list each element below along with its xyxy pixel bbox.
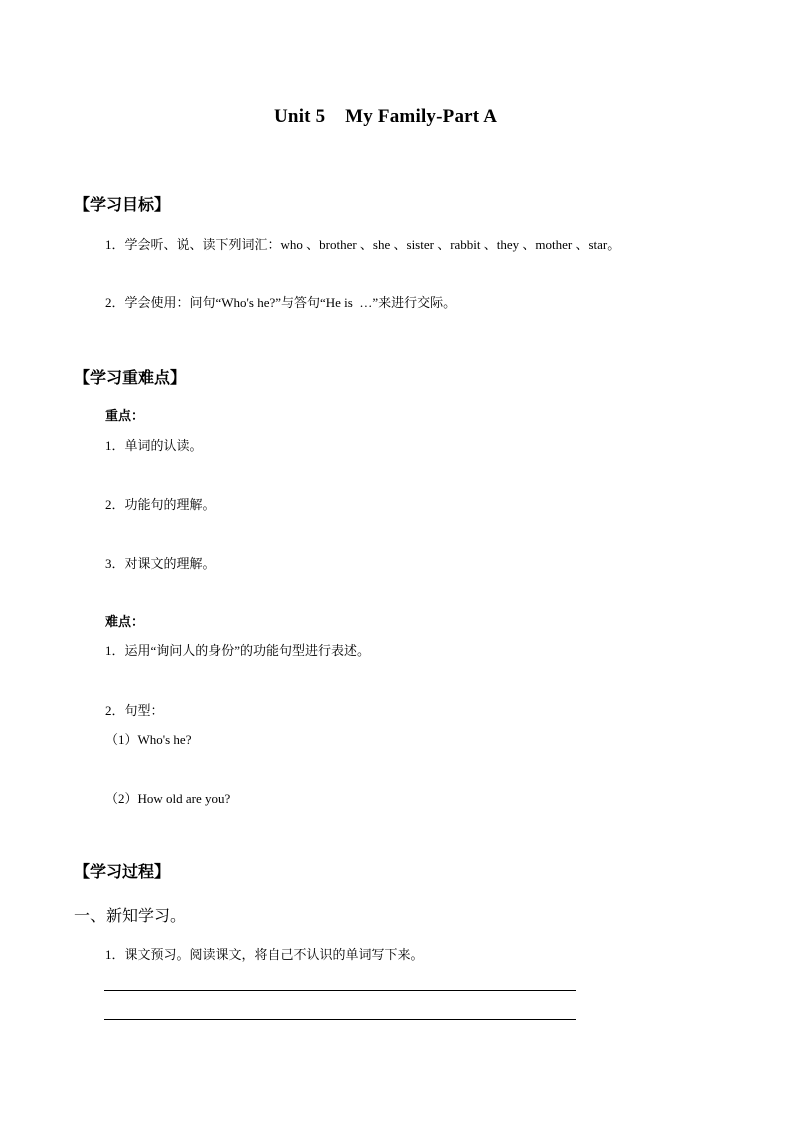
section-one-title: 一、新知学习。 (74, 908, 187, 925)
task-one-instruction: 1．课文预习。阅读课文，将自己不认识的单词写下来。 (105, 947, 424, 962)
key-point-2: 2．功能句的理解。 (105, 497, 216, 512)
hard-point-1: 1．运用“询问人的身份”的功能句型进行表述。 (105, 643, 371, 658)
answer-line-1 (104, 990, 576, 991)
goals-heading: 【学习目标】 (74, 197, 171, 214)
hard-points-label: 难点： (105, 614, 145, 629)
key-points-label: 重点： (105, 408, 145, 423)
process-heading: 【学习过程】 (74, 864, 171, 881)
key-point-1: 1．单词的认读。 (105, 438, 203, 453)
difficulties-heading: 【学习重难点】 (74, 370, 187, 387)
sentence-pattern-1: （1）Who's he? (105, 732, 192, 747)
goal-item-1: 1．学会听、说、读下列词汇：who 、brother 、she 、sister 、rabbit 、they 、mother 、star。 (105, 237, 621, 252)
hard-point-2: 2．句型： (105, 703, 164, 718)
key-point-3: 3．对课文的理解。 (105, 556, 216, 571)
sentence-pattern-2: （2）How old are you? (105, 791, 231, 806)
page-title: Unit 5 My Family-Part A (274, 106, 498, 127)
answer-line-2 (104, 1019, 576, 1020)
goal-item-2: 2．学会使用：问句“Who's he?”与答句“He is …”来进行交际。 (105, 295, 457, 310)
